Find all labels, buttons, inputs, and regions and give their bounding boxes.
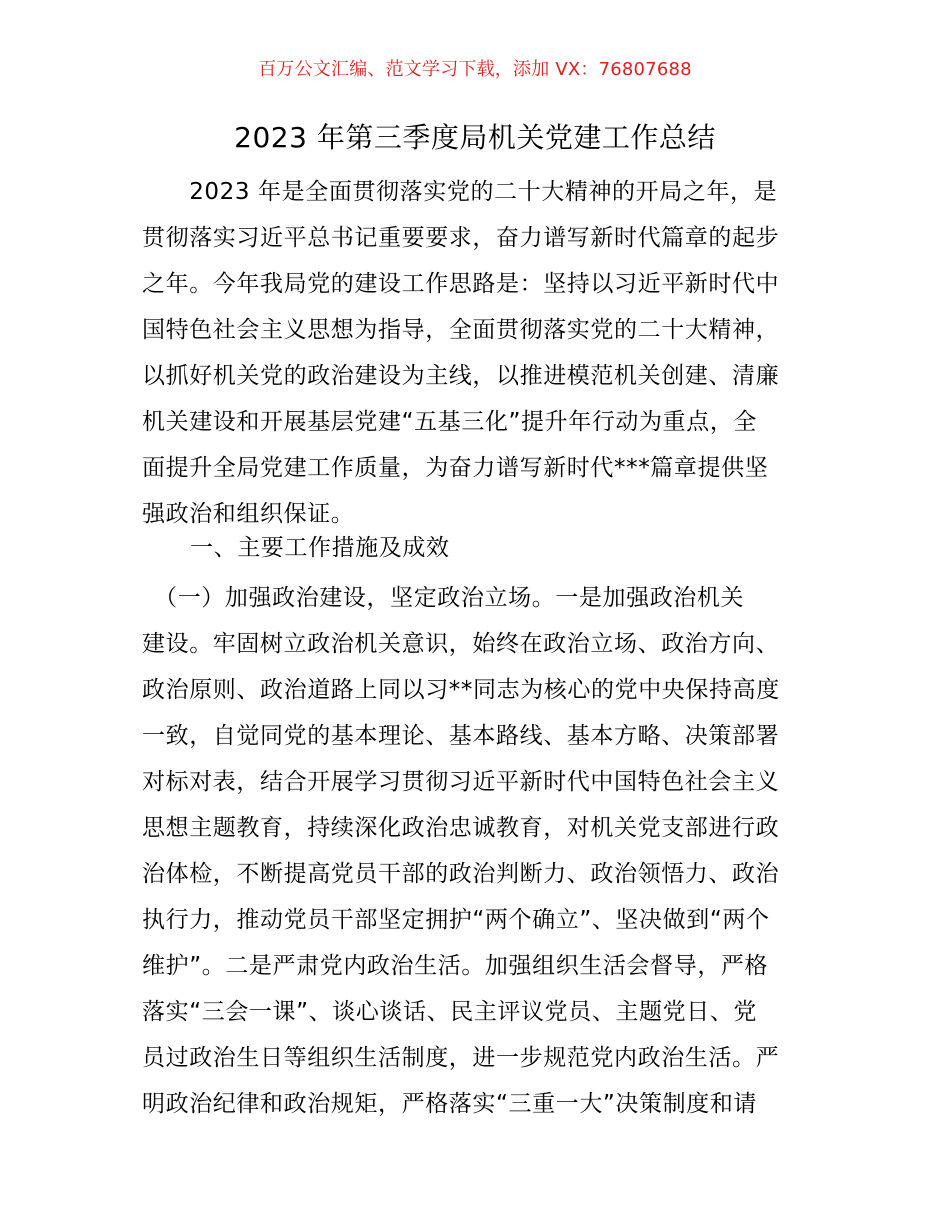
paragraph-line: 员过政治生日等组织生活制度，进一步规范党内政治生活。严	[142, 1045, 780, 1071]
paragraph-line: 一致，自觉同党的基本理论、基本路线、基本方略、决策部署	[142, 723, 780, 749]
section-heading: 一、主要工作措施及成效	[190, 535, 450, 561]
paragraph-line: 政治原则、政治道路上同以习**同志为核心的党中央保持高度	[142, 677, 780, 703]
intro-paragraph	[142, 169, 810, 537]
paragraph-line: 之年。今年我局党的建设工作思路是：坚持以习近平新时代中	[142, 271, 780, 297]
paragraph-line: 国特色社会主义思想为指导，全面贯彻落实党的二十大精神，	[142, 317, 780, 343]
paragraph-line: 机关建设和开展基层党建“五基三化”提升年行动为重点，全	[142, 409, 758, 435]
paragraph-line: （一）加强政治建设，坚定政治立场。一是加强政治机关	[142, 585, 745, 611]
paragraph-line: 建设。牢固树立政治机关意识，始终在政治立场、政治方向、	[142, 631, 780, 657]
paragraph-line: 思想主题教育，持续深化政治忠诚教育，对机关党支部进行政	[142, 815, 780, 841]
document-title: 2023 年第三季度局机关党建工作总结	[234, 121, 716, 154]
paragraph-line: 落实“三会一课”、谈心谈话、民主评议党员、主题党日、党	[142, 999, 758, 1025]
paragraph-line: 以抓好机关党的政治建设为主线，以推进模范机关创建、清廉	[142, 363, 780, 389]
paragraph-line: 治体检，不断提高党员干部的政治判断力、政治领悟力、政治	[142, 861, 780, 887]
paragraph-line: 强政治和组织保证。	[142, 501, 355, 527]
paragraph-line: 2023 年是全面贯彻落实党的二十大精神的开局之年，是	[142, 179, 778, 205]
paragraph-line: 对标对表，结合开展学习贯彻习近平新时代中国特色社会主义	[142, 769, 780, 795]
watermark-header: 百万公文汇编、范文学习下载，添加 VX：76807688	[258, 59, 692, 80]
paragraph-line: 明政治纪律和政治规矩，严格落实“三重一大”决策制度和请	[142, 1091, 758, 1117]
paragraph-line: 贯彻落实习近平总书记重要要求，奋力谱写新时代篇章的起步	[142, 225, 780, 251]
paragraph-line: 执行力，推动党员干部坚定拥护“两个确立”、坚决做到“两个	[142, 907, 770, 933]
paragraph-line: 维护”。二是严肃党内政治生活。加强组织生活会督导，严格	[142, 953, 769, 979]
paragraph-line: 面提升全局党建工作质量，为奋力谱写新时代***篇章提供坚	[142, 455, 769, 481]
section-one-paragraph	[142, 575, 810, 1127]
